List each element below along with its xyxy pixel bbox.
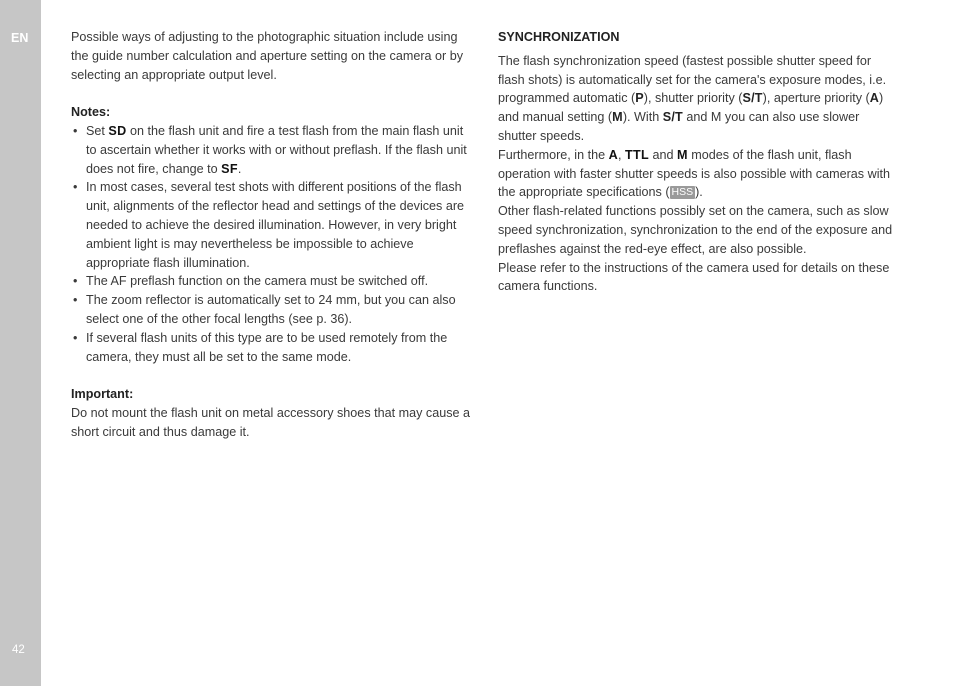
list-item: • Set SD on the flash unit and fire a test flash from the main flash unit to ascertain whether it works with or without preflash. If the flash unit does not fire, change to SF. bbox=[71, 122, 471, 178]
display-code-sd: SD bbox=[108, 123, 127, 138]
list-item: • The AF preflash function on the camera must be switched off. bbox=[71, 272, 471, 291]
mode-st: S/T bbox=[662, 110, 683, 125]
sync-paragraph-3: Other flash-related functions possibly set on the camera, such as slow speed synchronization, synchronization to the end of the exposure and preflashes against the red-eye effect, are also possible. bbox=[498, 204, 893, 256]
right-column bbox=[498, 28, 898, 296]
list-item: • In most cases, several test shots with different positions of the flash unit, alignments of the reflector head and settings of the devices are needed to achieve the desired illumination. However, in very bright ambient light is may nevertheless be impossible to achieve appropriate flash illumination. bbox=[71, 178, 471, 272]
sync-paragraph-2: Furthermore, in the A, TTL and M modes of the flash unit, flash operation with faster shutter speeds is also possible with cameras with the appropriate specifications ( HSS ). bbox=[498, 147, 890, 200]
list-item: • If several flash units of this type are to be used remotely from the camera, they must all be set to the same mode. bbox=[71, 329, 471, 367]
mode-m: M bbox=[612, 110, 623, 125]
flash-mode-m: M bbox=[677, 147, 688, 162]
notes-list bbox=[71, 122, 471, 366]
intro-paragraph: Possible ways of adjusting to the photographic situation include using the guide number calculation and aperture setting on the camera or by selecting an appropriate output level. bbox=[71, 30, 464, 82]
list-item: • The zoom reflector is automatically set to 24 mm, but you can also select one of the other focal lengths (see p. 36). bbox=[71, 291, 471, 329]
display-code-sf: SF bbox=[221, 161, 238, 176]
mode-p: P bbox=[635, 91, 644, 106]
section-heading: SYNCHRONIZATION bbox=[498, 30, 620, 44]
mode-a: A bbox=[869, 91, 880, 106]
left-column bbox=[71, 28, 471, 442]
mode-st: S/T bbox=[742, 91, 763, 106]
sync-paragraph-4: Please refer to the instructions of the camera used for details on these camera functions. bbox=[498, 260, 890, 294]
language-label: EN bbox=[11, 31, 29, 45]
sidebar bbox=[0, 0, 41, 686]
important-text: Do not mount the flash unit on metal accessory shoes that may cause a short circuit and thus damage it. bbox=[71, 405, 471, 439]
hss-badge: HSS bbox=[671, 186, 694, 199]
page-number: 42 bbox=[12, 644, 25, 656]
flash-mode-ttl: TTL bbox=[625, 147, 649, 162]
flash-mode-a: A bbox=[608, 147, 618, 162]
sync-paragraph-1: The flash synchronization speed (fastest possible shutter speed for flash shots) is automatically set for the camera's exposure modes, i.e. programmed automatic (P), shutter priority (S/T), aperture priority (A) and manual setting (M). With S/T and M you can also use slower shutter speeds. bbox=[498, 53, 887, 143]
notes-heading: Notes: bbox=[71, 105, 111, 120]
important-heading: Important: bbox=[71, 387, 134, 402]
